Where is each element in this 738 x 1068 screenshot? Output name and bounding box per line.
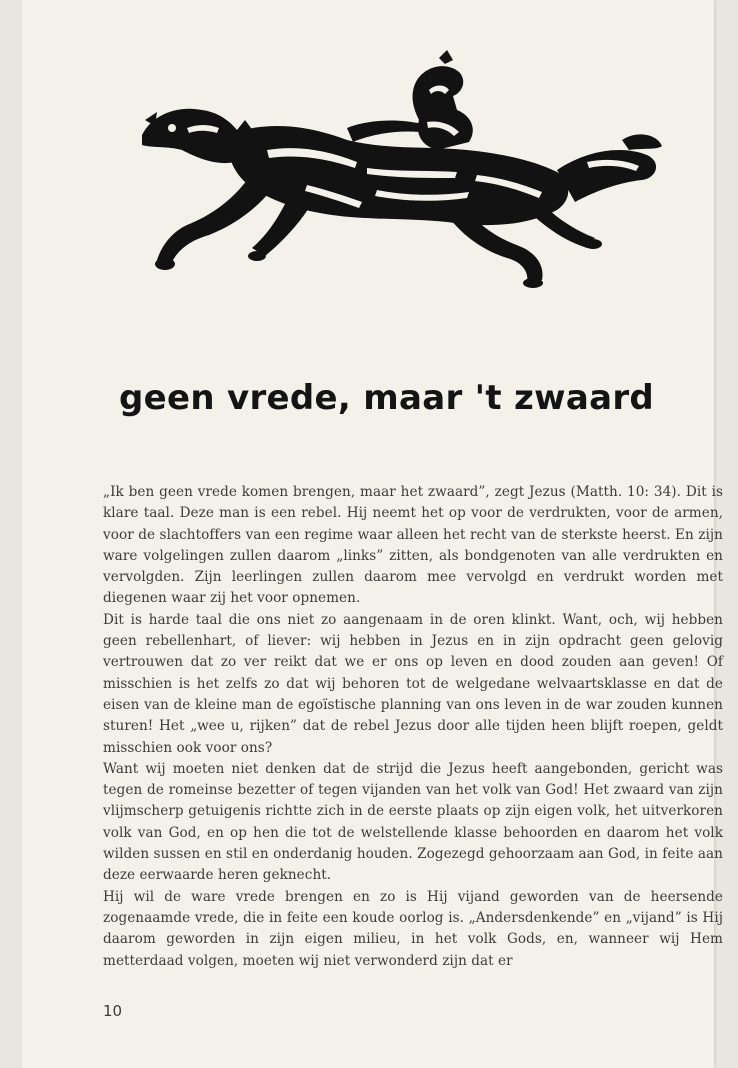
- page-title: geen vrede, maar 't zwaard: [119, 378, 655, 418]
- paragraph: „Ik ben geen vrede komen brengen, maar het zwaard”, zegt Jezus (Matth. 10: 34). Dit is klare taal. Deze man is een rebel. Hij neemt het op voor de verdrukten, voor de armen, voor de slachtoffers van een regime waar alleen het recht van de sterkste heerst. En zijn ware volgelingen zullen daarom „links” zitten, als bondgenoten van alle verdrukten en vervolgden. Zijn leerlingen zullen daarom mee vervolgd en verdrukt worden met diegenen waar zij het voor opnemen.: [103, 484, 723, 607]
- paragraph: Hij wil de ware vrede brengen en zo is Hij vijand geworden van de heersende zogenaamde vrede, die in feite een koude oorlog is. „Andersdenkende” en „vijand” is Hij daarom geworden in zijn eigen milieu, in het volk Gods, en, wanneer wij Hem metterdaad volgen, moeten wij niet verwonderd zijn dat er: [103, 888, 723, 969]
- paragraph: Want wij moeten niet denken dat de strijd die Jezus heeft aangebonden, gericht was tegen de romeinse bezetter of tegen vijanden van het volk van God! Het zwaard van zijn vlijmscherp getuigenis richtte zich in de eerste plaats op zijn eigen volk, het uitverkoren volk van God, en op hen die tot de welstellende klasse behoorden en daarom het volk wilden sussen en stil en onderdanig houden. Zogezegd gehoorzaam aan God, in feite aan deze eerwaarde heren geknecht.: [103, 760, 723, 884]
- horse-rider-woodcut-icon: [117, 50, 667, 290]
- page: [22, 0, 723, 1068]
- article-body: [103, 482, 723, 972]
- paragraph: Dit is harde taal die ons niet zo aangenaam in de oren klinkt. Want, och, wij hebben geen rebellenhart, of liever: wij hebben in Jezus en in zijn opdracht geen gelovig vertrouwen dat zo ver reikt dat we er ons op leven en dood zouden aan geven! Of misschien is het zelfs zo dat wij behoren tot de welgedane welvaartsklasse en dat de eisen van de kleine man de egoïstische planning van ons leven in de war zouden kunnen sturen! Het „wee u, rijken” dat de rebel Jezus door alle tijden heen blijft roepen, geldt misschien ook voor ons?: [103, 611, 723, 756]
- page-number: 10: [103, 1002, 123, 1020]
